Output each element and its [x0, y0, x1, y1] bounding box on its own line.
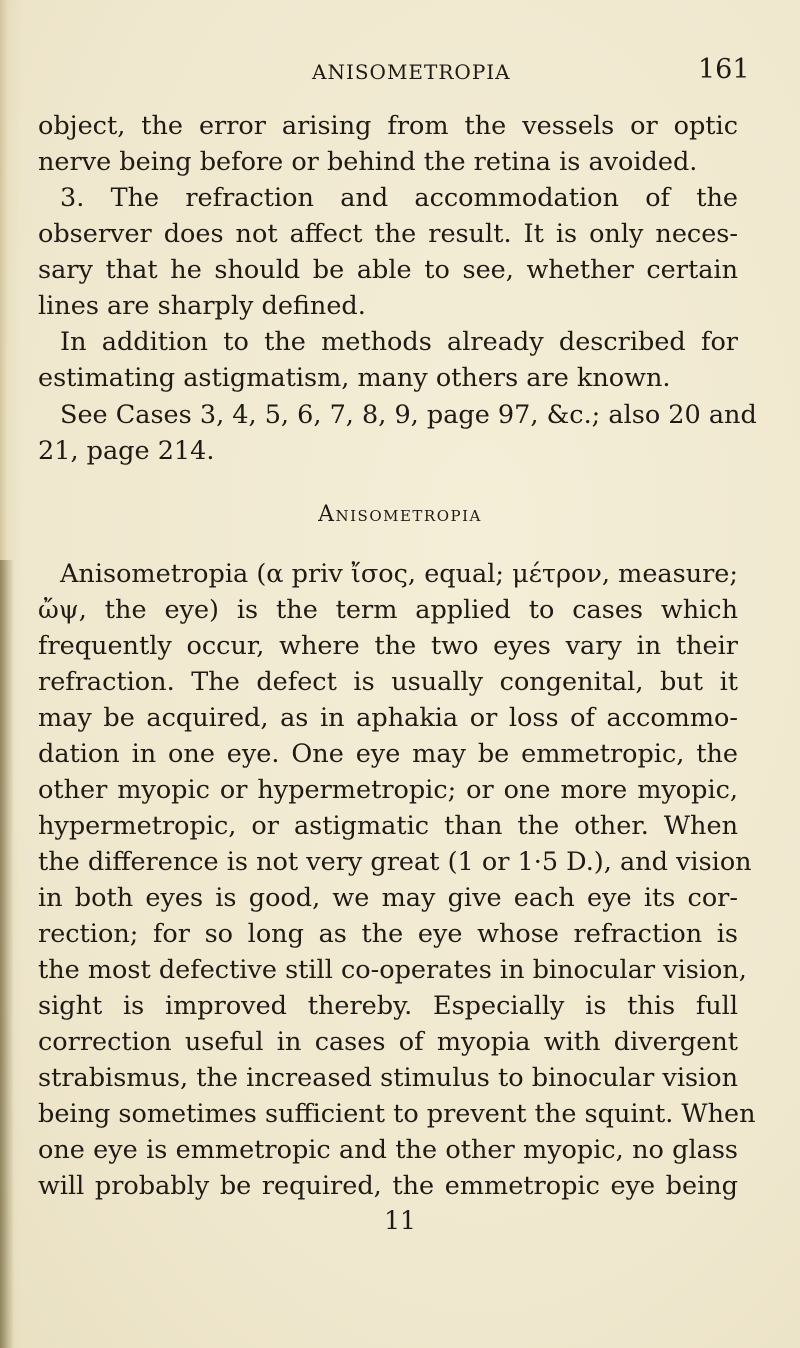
- text-line: correction useful in cases of myopia with divergent: [38, 1027, 738, 1057]
- text-line: Anisometropia (α priv ἴσος, equal; μέτρον, measure;: [60, 559, 738, 589]
- text-line: the difference is not very great (1 or 1·5 D.), and vision: [38, 847, 752, 877]
- text-line: other myopic or hypermetropic; or one more myopic,: [38, 775, 738, 805]
- section-heading: Anisometropia: [318, 502, 482, 527]
- text-line: sary that he should be able to see, whether certain: [38, 255, 738, 285]
- text-line: lines are sharply defined.: [38, 291, 366, 321]
- text-line: strabismus, the increased stimulus to binocular vision: [38, 1063, 738, 1093]
- text-line: may be acquired, as in aphakia or loss of accommo-: [38, 703, 738, 733]
- text-line: will probably be required, the emmetropic eye being: [38, 1171, 738, 1201]
- text-line: being sometimes sufficient to prevent the squint. When: [38, 1099, 756, 1129]
- text-line: dation in one eye. One eye may be emmetropic, the: [38, 739, 738, 769]
- text-line: estimating astigmatism, many others are known.: [38, 363, 671, 393]
- text-line: frequently occur, where the two eyes vary in their: [38, 631, 738, 661]
- text-line: rection; for so long as the eye whose refraction is: [38, 919, 738, 949]
- text-line: 21, page 214.: [38, 436, 215, 466]
- text-line: nerve being before or behind the retina is avoided.: [38, 147, 698, 177]
- signature-mark: 11: [384, 1206, 416, 1235]
- running-head: [0, 52, 800, 92]
- text-line: one eye is emmetropic and the other myopic, no glass: [38, 1135, 738, 1165]
- text-line: hypermetropic, or astigmatic than the other. When: [38, 811, 738, 841]
- running-head-title: ANISOMETROPIA: [312, 60, 511, 84]
- text-line: the most defective still co-operates in binocular vision,: [38, 955, 747, 985]
- text-line: ὤψ, the eye) is the term applied to cases which: [38, 595, 738, 625]
- text-line: sight is improved thereby. Especially is this full: [38, 991, 738, 1021]
- text-line: See Cases 3, 4, 5, 6, 7, 8, 9, page 97, &c.; also 20 and: [60, 400, 757, 430]
- text-line: 3. The refraction and accommodation of the: [60, 183, 738, 213]
- text-line: object, the error arising from the vessels or optic: [38, 111, 738, 141]
- text-line: refraction. The defect is usually congenital, but it: [38, 667, 738, 697]
- page-number: 161: [698, 54, 750, 85]
- text-line: in both eyes is good, we may give each eye its cor-: [38, 883, 738, 913]
- text-line: In addition to the methods already described for: [60, 327, 738, 357]
- text-line: observer does not affect the result. It is only neces-: [38, 219, 738, 249]
